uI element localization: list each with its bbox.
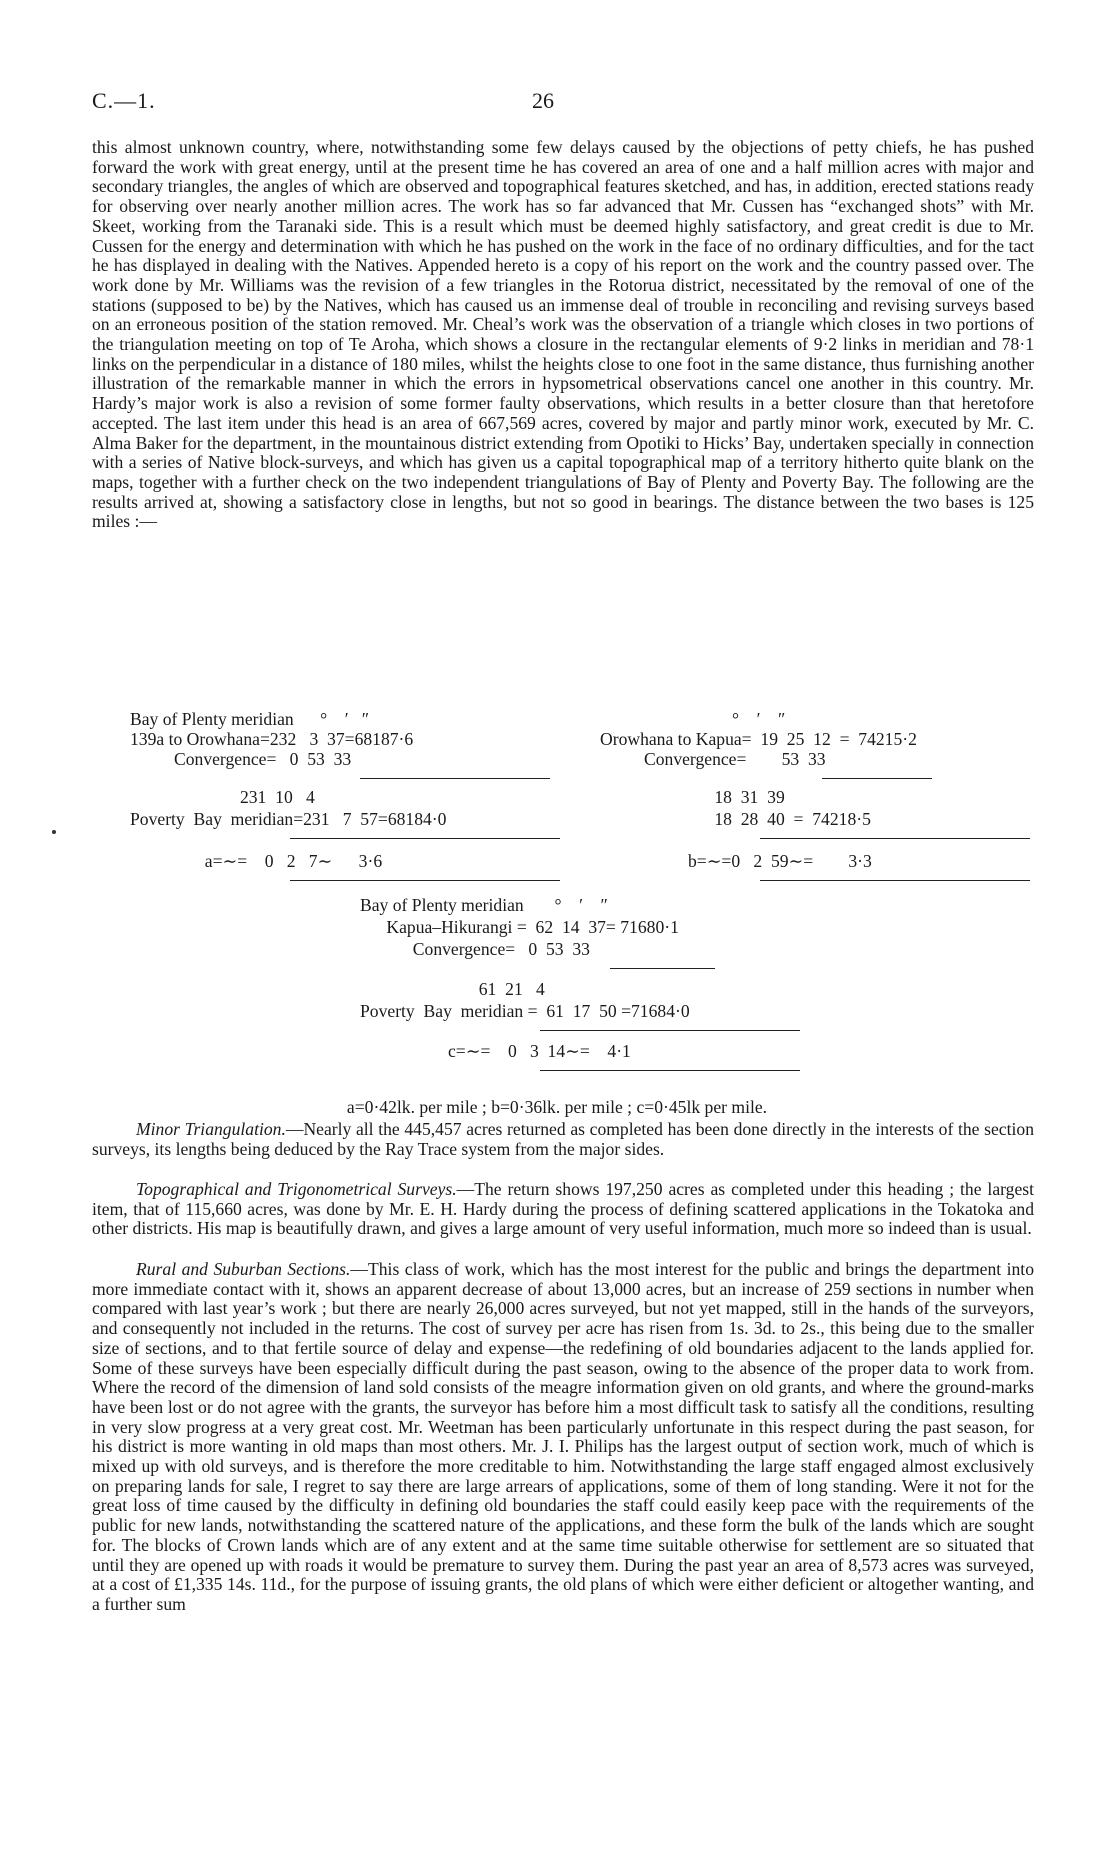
closure-rates: a=0·42lk. per mile ; b=0·36lk. per mile ; c=0·45lk per mile. bbox=[346, 1097, 768, 1117]
calc-right-line-3: Convergence= 53 33 bbox=[600, 749, 826, 769]
text-rural-sections: —This class of work, which has the most interest for the public and brings the department into more immediate contact with it, shows an apparent decrease of about 13,000 acres, but an increase of 259 sections in number when compared with last year’s work ; but there are nearly 26,000 acres surveyed, but not yet mapped, still in the hands of the surveyors, and consequently not included in the returns. The cost of survey per acre has risen from 1s. 3d. to 2s., this being due to the smaller size of sections, and to that fertile source of delay and expense—the redefining of old boundaries adjacent to the lands applied for. Some of these surveys have been especially difficult during the past season, owing to the absence of the proper data to work from. Where the record of the dimension of land sold consists of the meagre information given on old grants, and where the ground-marks have been lost or do not agree with the grants, the surveyor has before him a most difficult task to satisfy all the conditions, resulting in very slow progress at a very great cost. Mr. Weetman has been particularly unfortunate in this respect during the past season, for his district is more wanting in old maps than most others. Mr. J. I. Philips has the largest output of section work, much of which is mixed up with old surveys, and is therefore the more creditable to him. Notwithstanding the large staff engaged almost exclusively on preparing lands for sale, I regret to say there are large arrears of applications, some of them of long standing. Were it not for the great loss of time caused by the difficulty in defining old boundaries the staff could easily keep pace with the requirements of the public for new lands, notwithstanding the scattered nature of the applications, and these form the bulk of the lands which are sought for. The blocks of Crown lands which are of any extent and at the same time suitable otherwise for settlement are so situated that until they are opened up with roads it would be premature to survey them. During the past year an area of 8,573 acres was surveyed, at a cost of £1,335 14s. 11d., for the purpose of issuing grants, the old plans of which were either deficient or altogether wanting, and a further sum bbox=[92, 1259, 1034, 1614]
heading-minor-triangulation: Minor Triangulation. bbox=[136, 1119, 286, 1139]
calc-left-line-5: Poverty Bay meridian=231 7 57=68184·0 bbox=[130, 809, 447, 829]
calc-right-line-4: 18 31 39 bbox=[600, 787, 785, 807]
text-minor-triangulation: —Nearly all the 445,457 acres returned as completed has been done directly in the interests of the section surveys, its lengths being deduced by the Ray Trace system from the major sides. bbox=[92, 1119, 1034, 1159]
calc-right-rule-1 bbox=[822, 778, 932, 779]
calc-left-line-3: Convergence= 0 53 33 bbox=[130, 749, 352, 769]
paragraph-topographical bbox=[92, 1180, 1034, 1239]
calc-right-line-6: b=∼=0 2 59∼= 3·3 bbox=[600, 851, 872, 871]
calc-right-line-5: 18 28 40 = 74218·5 bbox=[600, 809, 871, 829]
calc-right-rule-2 bbox=[760, 838, 1030, 839]
calc-center-line-4: 61 21 4 bbox=[360, 979, 545, 999]
heading-rural-sections: Rural and Suburban Sections. bbox=[136, 1259, 351, 1279]
calc-right-line-1: ° ′ ″ bbox=[600, 709, 786, 729]
calc-center-line-1: Bay of Plenty meridian ° ′ ″ bbox=[360, 895, 608, 915]
calc-left-rule-2 bbox=[290, 838, 560, 839]
calc-center-line-6: c=∼= 0 3 14∼= 4·1 bbox=[360, 1041, 631, 1061]
heading-topographical: Topographical and Trigonometrical Surveys. bbox=[136, 1179, 457, 1199]
calc-right-rule-3 bbox=[760, 880, 1030, 881]
calc-center-line-2: Kapua–Hikurangi = 62 14 37= 71680·1 bbox=[360, 917, 679, 937]
paragraph-rural-sections bbox=[92, 1260, 1034, 1615]
calc-center-line-3: Convergence= 0 53 33 bbox=[360, 939, 590, 959]
calc-right-line-2: Orowhana to Kapua= 19 25 12 = 74215·2 bbox=[600, 729, 917, 749]
calc-left-rule-3 bbox=[290, 880, 560, 881]
calc-left-rule-1 bbox=[360, 778, 550, 779]
paragraph-minor-triangulation bbox=[92, 1120, 1034, 1159]
text-topographical: —The return shows 197,250 acres as completed under this heading ; the largest item, that of 115,660 acres, was done by Mr. E. H. Hardy during the process of defining scattered applications in the Tokatoka and other districts. His map is beautifully drawn, and gives a large amount of very useful information, much more so indeed than is usual. bbox=[92, 1179, 1035, 1239]
calc-center-line-5: Poverty Bay meridian = 61 17 50 =71684·0 bbox=[360, 1001, 690, 1021]
calc-left-line-4: 231 10 4 bbox=[130, 787, 315, 807]
calc-left-line-6: a=∼= 0 2 7∼ 3·6 bbox=[130, 851, 383, 871]
stray-mark bbox=[52, 830, 56, 834]
paragraph-triangulation: this almost unknown country, where, notwithstanding some few delays caused by the objections of petty chiefs, he has pushed forward the work with great energy, until at the present time he has covered an area of one and a half million acres with major and secondary triangles, the angles of which are observed and topographical features sketched, and has, in addition, erected stations ready for observing over nearly another million acres. The work has so far advanced that Mr. Cussen has “exchanged shots” with Mr. Skeet, working from the Taranaki side. This is a result which must be deemed highly satisfactory, and great credit is due to Mr. Cussen for the energy and determination with which he has pushed on the work in the face of no ordinary difficulties, and for the tact he has displayed in dealing with the Natives. Appended hereto is a copy of his report on the work and the country passed over. The work done by Mr. Williams was the revision of a few triangles in the Rotorua district, necessitated by the removal of one of the stations (supposed to be) by the Natives, which has caused us an immense deal of trouble in reconciling and revising surveys based on an erroneous position of the station removed. Mr. Cheal’s work was the observation of a triangle which closes in two portions of the triangulation meeting on top of Te Aroha, which shows a closure in the rectangular elements of 9·2 links in meridian and 78·1 links on the perpendicular in a distance of 180 miles, whilst the heights close to one foot in the same distance, thus furnishing another illustration of the remarkable manner in which the errors in hypsometrical observations cancel one another in this country. Mr. Hardy’s major work is also a revision of some former faulty observations, which results in a better closure than that heretofore accepted. The last item under this head is an area of 667,569 acres, covered by major and partly minor work, executed by Mr. C. Alma Baker for the department, in the mountainous district extending from Opotiki to Hicks’ Bay, undertaken specially in connection with a series of Native block-surveys, and which has given us a capital topographical map of a territory hitherto quite blank on the maps, together with a further check on the two independent triangulations of Bay of Plenty and Poverty Bay. The following are the results arrived at, showing a satisfactory close in lengths, but not so good in bearings. The distance between the two bases is 125 miles :— bbox=[92, 137, 1034, 532]
document-reference: C.—1. bbox=[92, 88, 156, 113]
calc-center-rule-2 bbox=[540, 1030, 800, 1031]
page-number: 26 bbox=[532, 88, 554, 113]
calc-left-line-2: 139a to Orowhana=232 3 37=68187·6 bbox=[130, 729, 414, 749]
page-header bbox=[92, 88, 1032, 118]
calc-center-rule-1 bbox=[610, 968, 715, 969]
calc-left-line-1: Bay of Plenty meridian ° ′ ″ bbox=[130, 709, 370, 729]
calc-center-rule-3 bbox=[540, 1070, 800, 1071]
